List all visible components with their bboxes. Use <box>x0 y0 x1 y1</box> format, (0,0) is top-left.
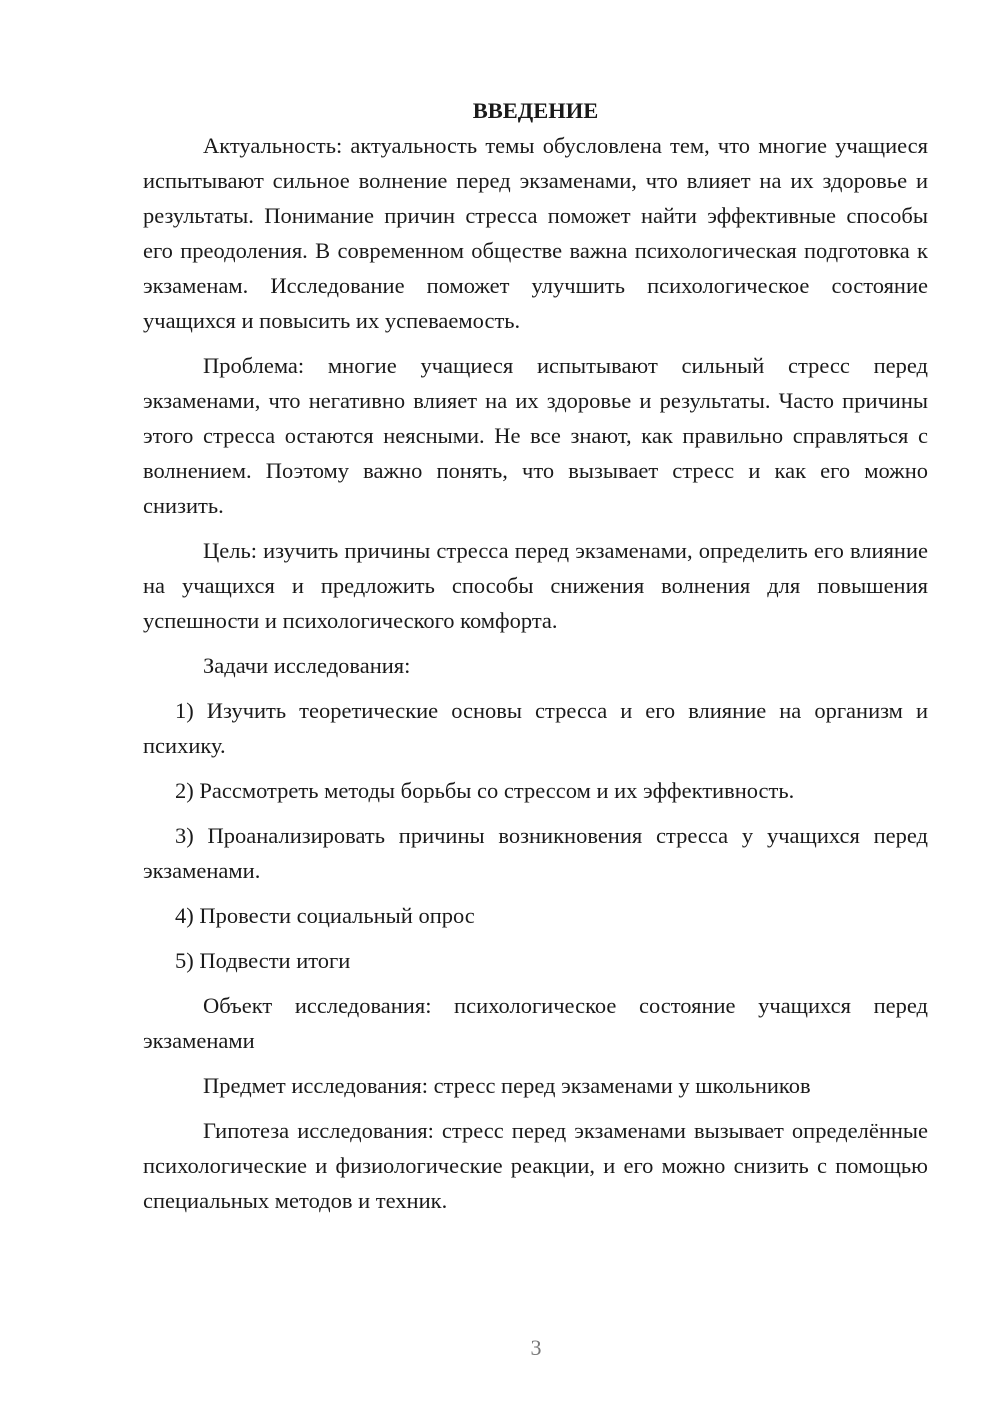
task-item-1: 1) Изучить теоретические основы стресса и его влияние на организм и психику. <box>143 698 928 758</box>
task-item-3: 3) Проанализировать причины возникновения стресса у учащихся перед экзаменами. <box>143 823 928 883</box>
task-item-2: 2) Рассмотреть методы борьбы со стрессом и их эффективность. <box>175 778 795 803</box>
relevance-paragraph: Актуальность: актуальность темы обусловлена тем, что многие учащиеся испытывают сильное волнение перед экзаменами, что влияет на их здоровье и результаты. Понимание причин стресса поможет найти эффективные способы его преодоления. В современном обществе важна психологическая подготовка к экзаменам. Исследование поможет улучшить психологическое состояние учащихся и повысить их успеваемость. <box>143 133 928 333</box>
hypothesis-paragraph: Гипотеза исследования: стресс перед экзаменами вызывает определённые психологические и физиологические реакции, и его можно снизить с помощью специальных методов и техник. <box>143 1118 928 1213</box>
page-number: 3 <box>530 1335 542 1360</box>
object-paragraph: Объект исследования: психологическое состояние учащихся перед экзаменами <box>143 993 928 1053</box>
section-title: ВВЕДЕНИЕ <box>472 98 599 123</box>
problem-paragraph: Проблема: многие учащиеся испытывают сильный стресс перед экзаменами, что негативно влияет на их здоровье и результаты. Часто причины этого стресса остаются неясными. Не все знают, как правильно справляться с волнением. Поэтому важно понять, что вызывает стресс и как его можно снизить. <box>143 353 928 518</box>
subject-paragraph: Предмет исследования: стресс перед экзаменами у школьников <box>203 1073 811 1098</box>
task-item-5: 5) Подвести итоги <box>175 948 351 973</box>
goal-paragraph: Цель: изучить причины стресса перед экзаменами, определить его влияние на учащихся и предложить способы снижения волнения для повышения успешности и психологического комфорта. <box>143 538 928 633</box>
task-item-4: 4) Провести социальный опрос <box>175 903 475 928</box>
page-content <box>143 93 928 1228</box>
tasks-heading: Задачи исследования: <box>203 653 411 678</box>
